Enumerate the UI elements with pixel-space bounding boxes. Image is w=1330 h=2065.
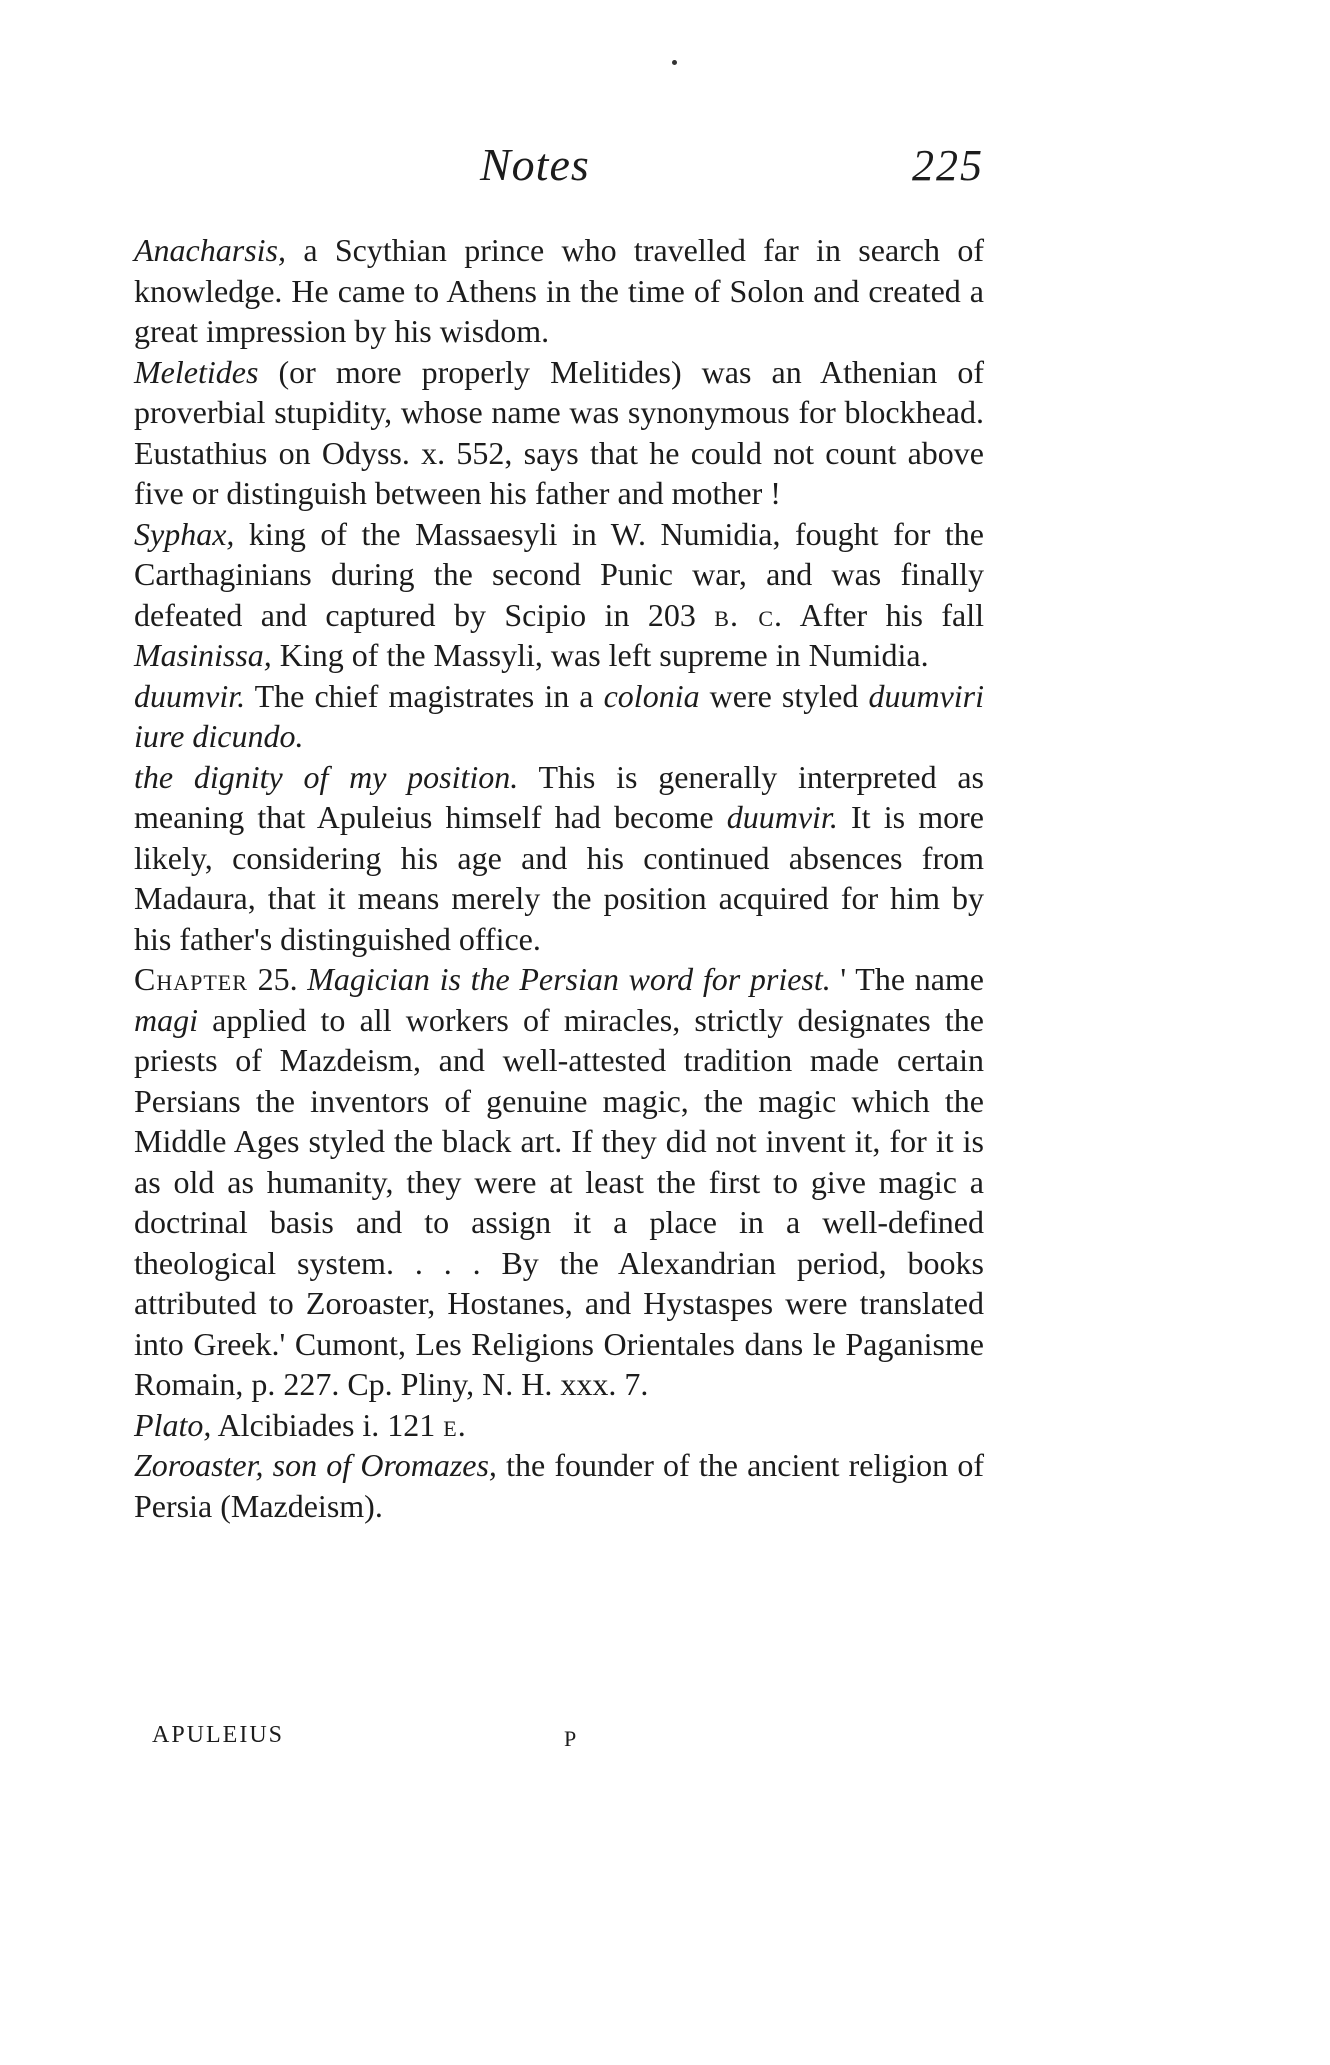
- ink-speck: [672, 60, 677, 65]
- note-lemma: Magician is the Persian word for priest.: [307, 961, 831, 997]
- note-dignity: [134, 757, 984, 960]
- note-text: were styled: [699, 677, 869, 714]
- era-abbreviation: b. c.: [714, 596, 784, 633]
- page-number: 225: [912, 141, 984, 190]
- note-lemma: Meletides: [134, 353, 259, 390]
- note-lemma: duumvir.: [134, 677, 246, 714]
- note-text: Alcibiades i. 121: [211, 1406, 444, 1443]
- note-text: King of the Massyli, was left supreme in Numidia.: [271, 637, 929, 673]
- note-lemma: Anacharsis,: [134, 232, 286, 268]
- note-text: It is more likely, considering his age and his continued absences from Madaura, that it means merely the position acquired for him by his father's distinguished office.: [134, 799, 985, 957]
- running-head: [134, 138, 984, 198]
- note-lemma: the dignity of my position.: [134, 758, 519, 795]
- footer-book-title: APULEIUS: [152, 1722, 285, 1748]
- note-chapter-25: [134, 959, 984, 1405]
- italic-term: magi: [134, 1001, 198, 1038]
- italic-term: duumvir.: [726, 799, 838, 835]
- note-text: the founder of the ancient religion of Persia (Mazdeism).: [134, 1447, 985, 1524]
- note-text: After his fall: [783, 596, 984, 633]
- chapter-number: 25.: [247, 961, 308, 997]
- note-text: applied to all workers of miracles, strictly designates the priests of Mazdeism, and well-attested tradition made certain Persians the inventors of genuine magic, the magic which the Middle Ages styled the black art. If they did not invent it, for it is as old as humanity, they were at least the first to give magic a doctrinal basis and to assign it a place in a well-defined theological system. . . . By the Alexandrian period, books attributed to Zoroaster, Hostanes, and Hystaspes were translated into Greek.' Cumont, Les Religions Orientales dans le Paganisme Romain, p. 227. Cp. Pliny, N. H. xxx. 7.: [134, 1001, 984, 1402]
- italic-term: duumviri iure dicundo.: [134, 677, 985, 754]
- note-text: (or more properly Melitides) was an Athenian of proverbial stupidity, whose name was synonymous for blockhead. Eustathius on Odyss. x. 552, says that he could not count above five or distinguish between his father and mother !: [134, 353, 984, 511]
- chapter-label: Chapter: [134, 961, 248, 997]
- note-zoroaster: [134, 1445, 984, 1526]
- note-text: ' The name: [830, 961, 984, 997]
- note-lemma: Zoroaster, son of Oromazes,: [134, 1447, 497, 1483]
- notes-body: [134, 230, 984, 1526]
- note-lemma: Syphax,: [134, 515, 235, 552]
- note-lemma-secondary: Masinissa,: [134, 637, 272, 673]
- note-text: a Scythian prince who travelled far in search of knowledge. He came to Athens in the time of Solon and created a great impression by his wisdom.: [134, 232, 984, 349]
- note-syphax: [134, 514, 984, 676]
- note-lemma: Plato,: [134, 1406, 212, 1443]
- section-letter: e.: [443, 1406, 467, 1443]
- page-footer: [152, 1722, 652, 1749]
- running-head-title: Notes: [480, 139, 590, 190]
- italic-term: colonia: [603, 677, 700, 714]
- note-text: The chief magistrates in a: [245, 677, 604, 714]
- note-anacharsis: [134, 230, 984, 352]
- signature-mark: P: [564, 1726, 579, 1751]
- note-text: This is generally interpreted as meaning that Apuleius himself had become: [134, 758, 984, 835]
- note-duumvir: [134, 676, 984, 757]
- note-plato: [134, 1405, 984, 1446]
- note-text: king of the Massaesyli in W. Numidia, fought for the Carthaginians during the second Punic war, and was finally defeated and captured by Scipio in 203: [134, 515, 984, 633]
- note-meletides: [134, 352, 984, 514]
